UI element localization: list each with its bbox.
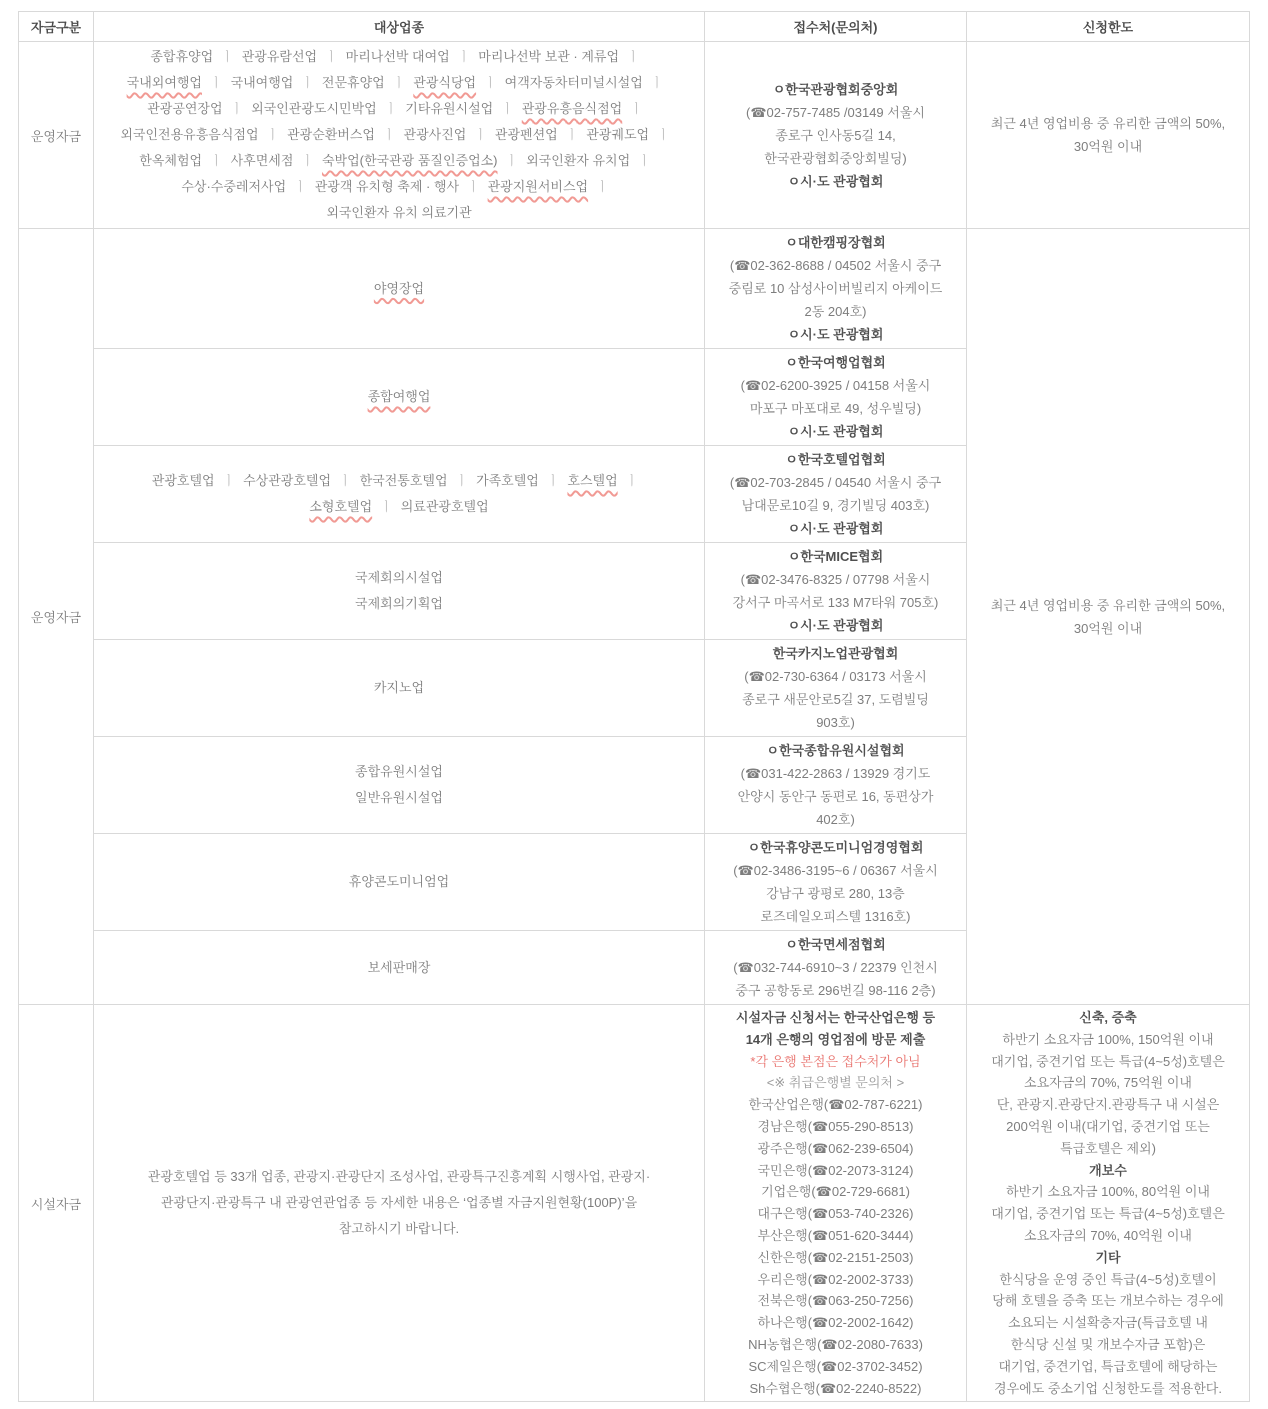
industry-item: 관광호텔업 (151, 473, 215, 488)
industry-item: 관광사진업 (403, 127, 467, 142)
industry-line (102, 675, 696, 701)
cell-contact-casino-assoc (705, 640, 967, 737)
industry-item: 관광식당업 (413, 75, 477, 90)
item-separator: ㅣ (380, 499, 393, 514)
cell-contact-amusement-assoc (705, 737, 967, 834)
row-operating-general (19, 42, 1250, 229)
industry-item: 국제회의시설업 (355, 570, 443, 585)
text-line: ㅇ한국호텔업협회 (785, 452, 886, 467)
cell-industries-casino (94, 640, 705, 737)
cell-industries-duty-free (94, 931, 705, 1005)
industry-line (102, 276, 696, 302)
text-line: 우리은행(☎02-2002-3733) (757, 1271, 914, 1287)
item-separator: ㅣ (382, 127, 396, 142)
cell-limit-operating-2 (967, 229, 1250, 1005)
text-line: 하반기 소요자금 100%, 150억원 이내 (1002, 1031, 1214, 1047)
text-line: 개보수 (1089, 1162, 1127, 1178)
item-separator: ㅣ (457, 49, 471, 64)
industry-item: 한국전통호텔업 (359, 473, 448, 488)
industry-item: 종합유원시설업 (355, 764, 443, 779)
industry-item: 숙박업(한국관광 품질인증업소) (321, 153, 498, 168)
text-line: 중림로 10 삼성사이버빌리지 아케이드 (728, 281, 943, 296)
cell-industries-facility-note (94, 1005, 705, 1402)
industry-line (102, 565, 696, 591)
text-line: 전북은행(☎063-250-7256) (757, 1293, 914, 1309)
text-line: 한국카지노업관광협회 (772, 646, 899, 661)
industry-item: 관광펜션업 (494, 127, 558, 142)
item-separator: ㅣ (474, 127, 487, 142)
text-line: 402호) (816, 812, 855, 827)
text-line: 관광호텔업 등 33개 업종, 관광지·관광단지 조성사업, 관광특구진흥계획 시행사업, 관광지· (147, 1169, 651, 1185)
text-line: 종로구 인사동5길 14, (775, 127, 896, 143)
industry-item: 마리나선박 보관 · 계류업 (478, 49, 620, 64)
cell-industries-amusement (94, 737, 705, 834)
industry-item: 외국인환자 유치 의료기관 (326, 205, 472, 220)
header-row (19, 12, 1250, 42)
cell-industries-operating-1 (94, 42, 705, 229)
text-line: 하반기 소요자금 100%, 80억원 이내 (1006, 1184, 1210, 1200)
industry-item: 국제회의기획업 (355, 596, 443, 611)
item-separator: ㅣ (339, 473, 352, 488)
text-line: 한식당을 운영 중인 특급(4~5성)호텔이 (999, 1271, 1217, 1287)
text-line: 강남구 광평로 280, 13층 (766, 886, 905, 901)
item-separator: ㅣ (301, 75, 314, 90)
text-line: 로즈데일오피스텔 1316호) (760, 909, 911, 924)
text-line: SC제일은행(☎02-3702-3452) (748, 1358, 923, 1374)
cell-category-operating-2: 운영자금 (19, 229, 94, 1005)
item-separator: ㅣ (210, 153, 223, 168)
industry-item: 관광순환버스업 (287, 127, 375, 142)
industry-item: 호스텔업 (567, 473, 618, 488)
funding-table (18, 11, 1250, 1402)
industry-line (102, 70, 696, 96)
cell-contact-mice-assoc (705, 543, 967, 640)
text-line: 최근 4년 영업비용 중 유리한 금액의 50%, (990, 116, 1226, 131)
industry-item: 수상관광호텔업 (243, 473, 332, 488)
industry-line (102, 869, 696, 895)
text-line: ㅇ시·도 관광협회 (787, 173, 884, 189)
item-separator: ㅣ (455, 473, 469, 488)
header-application-limit: 신청한도 (967, 12, 1250, 42)
header-fund-category: 자금구분 (19, 12, 94, 42)
item-separator: ㅣ (565, 127, 579, 142)
item-separator: ㅣ (467, 179, 480, 194)
text-line: 한식당 신설 및 개보수자금 포함)은 (1010, 1336, 1206, 1352)
item-separator: ㅣ (546, 473, 560, 488)
cell-industries-camping (94, 229, 705, 349)
text-line: ㅇ대한캠핑장협회 (785, 235, 886, 250)
text-line: 안양시 동안구 동편로 16, 동편상가 (737, 789, 934, 804)
industry-item: 한옥체험업 (139, 153, 203, 168)
item-separator: ㅣ (210, 75, 223, 90)
cell-category-facility: 시설자금 (19, 1005, 94, 1402)
text-line: 광주은행(☎062-239-6504) (757, 1140, 914, 1156)
text-line: 경우에도 중소기업 신청한도를 적용한다. (994, 1380, 1222, 1396)
cell-contact-camping-assoc (705, 229, 967, 349)
text-line: 특급호텔은 제외) (1060, 1140, 1156, 1156)
industry-item: 휴양콘도미니엄업 (348, 874, 450, 889)
item-separator: ㅣ (384, 101, 398, 116)
cell-limit-operating-1 (967, 42, 1250, 229)
industry-item: 가족호텔업 (476, 473, 539, 488)
industry-line (102, 785, 696, 811)
text-line: (☎02-703-2845 / 04540 서울시 중구 (729, 475, 942, 490)
item-separator: ㅣ (630, 101, 643, 116)
item-separator: ㅣ (266, 127, 280, 142)
row-camping (19, 229, 1250, 349)
industry-item: 외국인관광도시민박업 (251, 101, 377, 116)
cell-contact-banks (705, 1005, 967, 1402)
text-line: (☎031-422-2863 / 13929 경기도 (740, 766, 931, 781)
industry-line (102, 384, 696, 410)
cell-contact-kto-central (705, 42, 967, 229)
text-line: 소요자금의 70%, 75억원 이내 (1024, 1075, 1192, 1091)
industry-item: 사후면세점 (230, 153, 294, 168)
industry-item: 전문휴양업 (321, 75, 385, 90)
cell-category-operating-1: 운영자금 (19, 42, 94, 229)
text-line: 기타 (1095, 1249, 1121, 1265)
text-line: 대기업, 중견기업 또는 특급(4~5성)호텔은 (991, 1053, 1225, 1069)
text-line: (☎02-6200-3925 / 04158 서울시 (740, 378, 931, 393)
text-line: ㅇ시·도 관광협회 (787, 618, 884, 633)
text-line: ㅇ시·도 관광협회 (787, 327, 884, 342)
industry-line (102, 591, 696, 617)
item-separator: ㅣ (301, 153, 314, 168)
text-line: 2동 204호) (804, 304, 867, 319)
text-line: 참고하시기 바랍니다. (338, 1221, 460, 1237)
industry-item: 보세판매장 (367, 959, 431, 975)
header-target-industries: 대상업종 (94, 12, 705, 42)
text-line: 강서구 마곡서로 133 M7타워 705호) (732, 595, 939, 610)
text-line: 대기업, 중견기업 또는 특급(4~5성)호텔은 (991, 1206, 1225, 1222)
text-line: ㅇ한국면세점협회 (785, 937, 886, 952)
item-separator: ㅣ (627, 49, 640, 64)
text-line: 소요자금의 70%, 40억원 이내 (1024, 1227, 1192, 1243)
text-line: 시설자금 신청서는 한국산업은행 등 (735, 1010, 936, 1025)
industry-item: 관광공연장업 (147, 101, 223, 116)
text-line: 30억원 이내 (1073, 139, 1143, 154)
item-separator: ㅣ (230, 101, 244, 116)
text-line: *각 은행 본점은 접수처가 아님 (750, 1053, 921, 1069)
text-line: ㅇ시·도 관광협회 (787, 521, 884, 536)
text-line: 한국산업은행(☎02-787-6221) (748, 1097, 923, 1113)
item-separator: ㅣ (505, 153, 519, 168)
item-separator: ㅣ (221, 49, 234, 64)
text-line: <※ 취급은행별 문의처 > (766, 1075, 905, 1091)
industry-item: 카지노업 (373, 680, 425, 695)
text-line: (☎02-362-8688 / 04502 서울시 중구 (729, 258, 942, 273)
item-separator: ㅣ (501, 101, 514, 116)
item-separator: ㅣ (392, 75, 406, 90)
item-separator: ㅣ (657, 127, 670, 142)
text-line: (☎02-757-7485 /03149 서울시 (746, 104, 925, 120)
text-line: 기업은행(☎02-729-6681) (761, 1184, 910, 1200)
text-line: ㅇ한국휴양콘도미니엄경영협회 (747, 840, 924, 855)
text-line: 대기업, 중견기업, 특급호텔에 해당하는 (998, 1358, 1218, 1374)
industry-item: 국내여행업 (230, 75, 294, 90)
text-line: ㅇ시·도 관광협회 (787, 424, 884, 439)
industry-item: 종합휴양업 (150, 49, 214, 64)
cell-industries-condominium (94, 834, 705, 931)
text-line: 200억원 이내(대기업, 중견기업 또는 (1006, 1118, 1210, 1134)
industry-item: 관광궤도업 (586, 127, 650, 142)
cell-industries-hotels (94, 446, 705, 543)
industry-item: 종합여행업 (367, 389, 431, 404)
text-line: ㅇ한국MICE협회 (787, 549, 884, 564)
industry-item: 관광객 유치형 축제 · 행사 (314, 179, 460, 194)
text-line: 당해 호텔을 증축 또는 개보수하는 경우에 (992, 1293, 1224, 1309)
text-line: ㅇ한국종합유원시설협회 (766, 743, 905, 758)
text-line: (☎02-730-6364 / 03173 서울시 (744, 669, 927, 684)
industry-line (102, 148, 696, 174)
industry-item: 의료관광호텔업 (400, 499, 489, 514)
cell-contact-duty-free-assoc (705, 931, 967, 1005)
industry-item: 야영장업 (373, 280, 425, 296)
industry-line (102, 44, 696, 70)
text-line: ㅇ한국관광협회중앙회 (772, 81, 899, 97)
cell-contact-condo-assoc (705, 834, 967, 931)
industry-item: 마리나선박 대여업 (345, 49, 450, 64)
text-line: 한국관광협회중앙회빌딩) (764, 150, 907, 166)
industry-line (102, 200, 696, 226)
item-separator: ㅣ (484, 75, 497, 90)
cell-industries-mice (94, 543, 705, 640)
text-line: NH농협은행(☎02-2080-7633) (748, 1336, 923, 1352)
item-separator: ㅣ (650, 75, 664, 90)
industry-item: 외국인전용유흥음식점업 (120, 127, 259, 142)
text-line: 경남은행(☎055-290-8513) (757, 1118, 914, 1134)
industry-line (102, 955, 696, 981)
text-line: 소요되는 시설확충자금(특급호텔 내 (1008, 1315, 1208, 1331)
text-line: 마포구 마포대로 49, 성우빌딩) (749, 401, 922, 416)
item-separator: ㅣ (294, 179, 307, 194)
text-line: (☎032-744-6910~3 / 22379 인천시 (733, 960, 938, 975)
industry-line (102, 468, 696, 494)
industry-item: 관광유흥음식점업 (521, 101, 623, 116)
text-line: 신축, 증축 (1079, 1010, 1137, 1025)
header-reception-office: 접수처(문의처) (705, 12, 967, 42)
text-line: 부산은행(☎051-620-3444) (757, 1227, 914, 1243)
item-separator: ㅣ (638, 153, 651, 168)
cell-contact-hotel-assoc (705, 446, 967, 543)
text-line: (☎02-3486-3195~6 / 06367 서울시 (733, 863, 938, 878)
text-line: 최근 4년 영업비용 중 유리한 금액의 50%, (990, 597, 1226, 613)
text-line: 14개 은행의 영업점에 방문 제출 (745, 1031, 926, 1047)
industry-item: 외국인환자 유치업 (526, 153, 631, 168)
industry-item: 관광유람선업 (241, 49, 318, 64)
text-line: 단, 관광지.관광단지.관광특구 내 시설은 (996, 1097, 1220, 1113)
text-line: 관광단지·관광특구 내 관광연관업종 등 자세한 내용은 ‘업종별 자금지원현황(100P)’을 (160, 1195, 638, 1211)
text-line: (☎02-3476-8325 / 07798 서울시 (740, 572, 931, 587)
text-line: 남대문로10길 9, 경기빌딩 403호) (741, 498, 930, 513)
text-line: 30억원 이내 (1073, 620, 1143, 636)
text-line: 대구은행(☎053-740-2326) (757, 1206, 914, 1222)
industry-item: 일반유원시설업 (355, 790, 443, 805)
industry-item: 관광지원서비스업 (487, 179, 589, 194)
text-line: 종로구 새문안로5길 37, 도렴빌딩 (742, 692, 929, 707)
industry-item: 기타유원시설업 (405, 101, 494, 116)
text-line: 국민은행(☎02-2073-3124) (757, 1162, 914, 1178)
cell-contact-travel-assoc (705, 349, 967, 446)
funding-table-container (18, 11, 1250, 1402)
text-line: 하나은행(☎02-2002-1642) (757, 1315, 914, 1331)
text-line: 903호) (816, 715, 855, 730)
industry-line (102, 494, 696, 520)
text-line: 신한은행(☎02-2151-2503) (757, 1249, 914, 1265)
industry-line (102, 96, 696, 122)
industry-line (102, 122, 696, 148)
industry-item: 수상·수중레저사업 (181, 179, 287, 194)
industry-line (102, 759, 696, 785)
text-line: ㅇ한국여행업협회 (785, 355, 886, 370)
industry-line (102, 174, 696, 200)
cell-industries-travel (94, 349, 705, 446)
industry-item: 여객자동차터미널시설업 (504, 75, 643, 90)
industry-item: 국내외여행업 (126, 75, 202, 90)
item-separator: ㅣ (222, 473, 236, 488)
text-line: Sh수협은행(☎02-2240-8522) (749, 1380, 922, 1396)
cell-limit-facility (967, 1005, 1250, 1402)
item-separator: ㅣ (325, 49, 338, 64)
industry-item: 소형호텔업 (309, 499, 373, 514)
item-separator: ㅣ (596, 179, 609, 194)
row-facility (19, 1005, 1250, 1402)
text-line: 중구 공항동로 296번길 98-116 2층) (735, 983, 936, 998)
item-separator: ㅣ (625, 473, 639, 488)
